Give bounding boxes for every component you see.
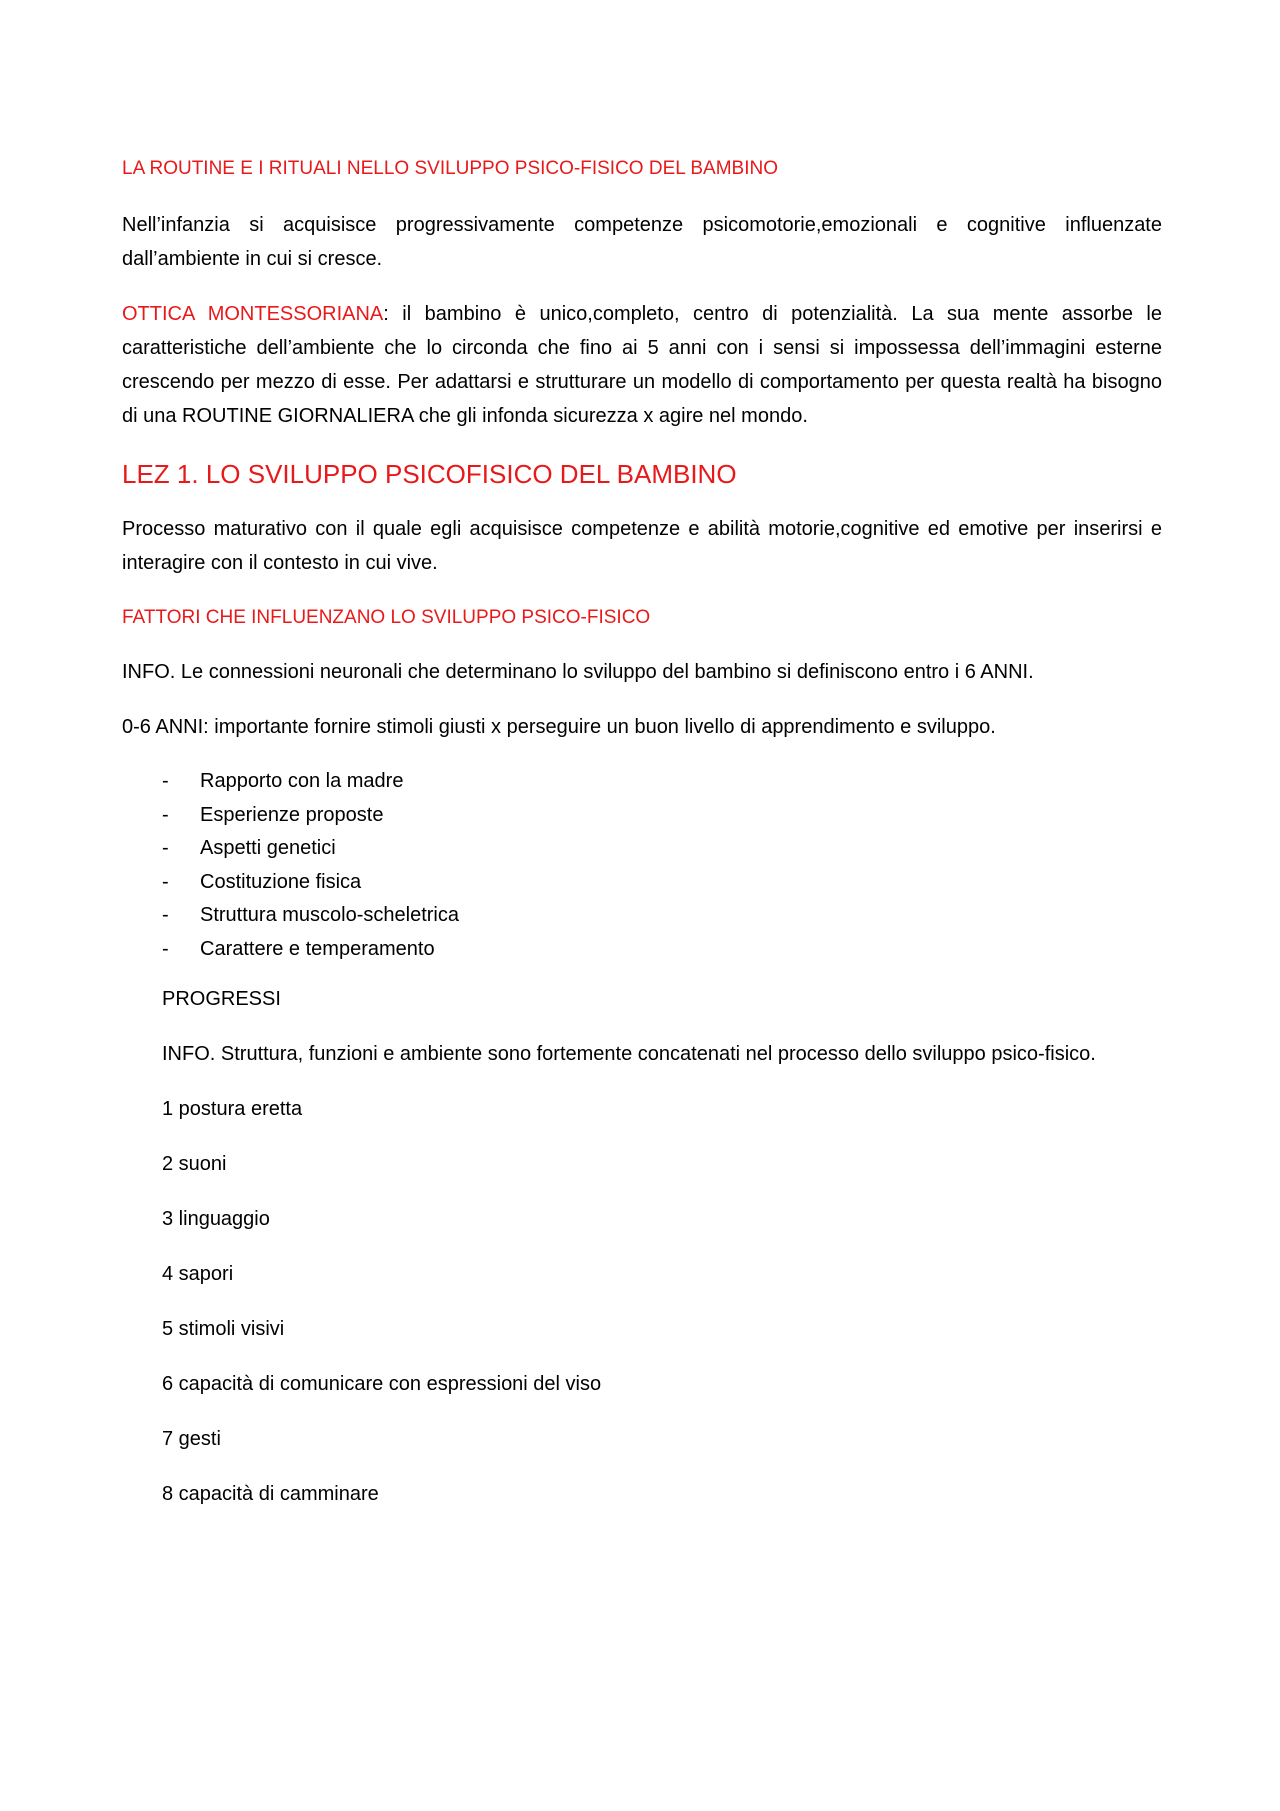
info-neuronal-paragraph: INFO. Le connessioni neuronali che determinano lo sviluppo del bambino si definiscono entro i 6 ANNI.: [122, 661, 1034, 683]
montessori-text: : il bambino è unico,completo, centro di potenzialità. La sua mente assorbe le caratteristiche dell’ambiente che lo circonda che fino ai 5 anni con i sensi si impossessa dell’immagini esterne crescendo per mezzo di esse. Per adattarsi e strutturare un modello di comportamento per questa realtà ha bisogno di una ROUTINE GIORNALIERA che gli infonda sicurezza x agire nel mondo.: [122, 303, 1163, 427]
document-body: [122, 152, 1162, 1532]
progress-step: 5 stimoli visivi: [162, 1318, 285, 1340]
progress-step: 2 suoni: [162, 1153, 227, 1175]
montessori-label: OTTICA MONTESSORIANA: [122, 303, 384, 325]
list-item: [122, 933, 1162, 967]
lesson-paragraph: Processo maturativo con il quale egli acquisisce competenze e abilità motorie,cognitive ed emotive per inserirsi e interagire con il contesto in cui vive.: [122, 518, 1162, 574]
progress-step: 6 capacità di comunicare con espressioni del viso: [162, 1373, 602, 1395]
progress-heading: PROGRESSI: [162, 988, 281, 1010]
lesson-heading: LEZ 1. LO SVILUPPO PSICOFISICO DEL BAMBINO: [122, 459, 737, 489]
bullet-dash: -: [162, 937, 169, 960]
list-item-label: Aspetti genetici: [200, 837, 336, 859]
list-item-label: Rapporto con la madre: [200, 770, 404, 792]
factors-heading: FATTORI CHE INFLUENZANO LO SVILUPPO PSICO-FISICO: [122, 607, 651, 628]
document-title: LA ROUTINE E I RITUALI NELLO SVILUPPO PSICO-FISICO DEL BAMBINO: [122, 158, 779, 179]
progress-step: 4 sapori: [162, 1263, 234, 1285]
list-item: [122, 799, 1162, 833]
list-item: [122, 866, 1162, 900]
intro-paragraph: Nell’infanzia si acquisisce progressivamente competenze psicomotorie,emozionali e cognitive influenzate dall’ambiente in cui si cresce.: [122, 214, 1162, 270]
progress-step: 3 linguaggio: [162, 1208, 270, 1230]
list-item-label: Costituzione fisica: [200, 870, 362, 893]
bullet-dash: -: [162, 904, 169, 926]
progress-step: 1 postura eretta: [162, 1098, 303, 1120]
list-item: [122, 899, 1162, 933]
montessori-paragraph: [122, 297, 1162, 433]
bullet-dash: -: [162, 870, 169, 893]
bullet-dash: -: [162, 837, 169, 859]
list-item: [122, 832, 1162, 866]
list-item-label: Carattere e temperamento: [200, 937, 435, 960]
bullet-dash: -: [162, 803, 169, 826]
progress-step: 8 capacità di camminare: [162, 1483, 379, 1505]
factors-list: [122, 765, 1162, 966]
list-item-label: Struttura muscolo-scheletrica: [200, 904, 459, 926]
bullet-dash: -: [162, 770, 169, 792]
progress-step: 7 gesti: [162, 1428, 221, 1450]
list-item-label: Esperienze proposte: [200, 803, 384, 826]
info-structure-paragraph: INFO. Struttura, funzioni e ambiente sono fortemente concatenati nel processo dello sviluppo psico-fisico.: [162, 1043, 1096, 1065]
age-note-paragraph: 0-6 ANNI: importante fornire stimoli giusti x perseguire un buon livello di apprendimento e sviluppo.: [122, 716, 996, 738]
list-item: [122, 765, 1162, 799]
